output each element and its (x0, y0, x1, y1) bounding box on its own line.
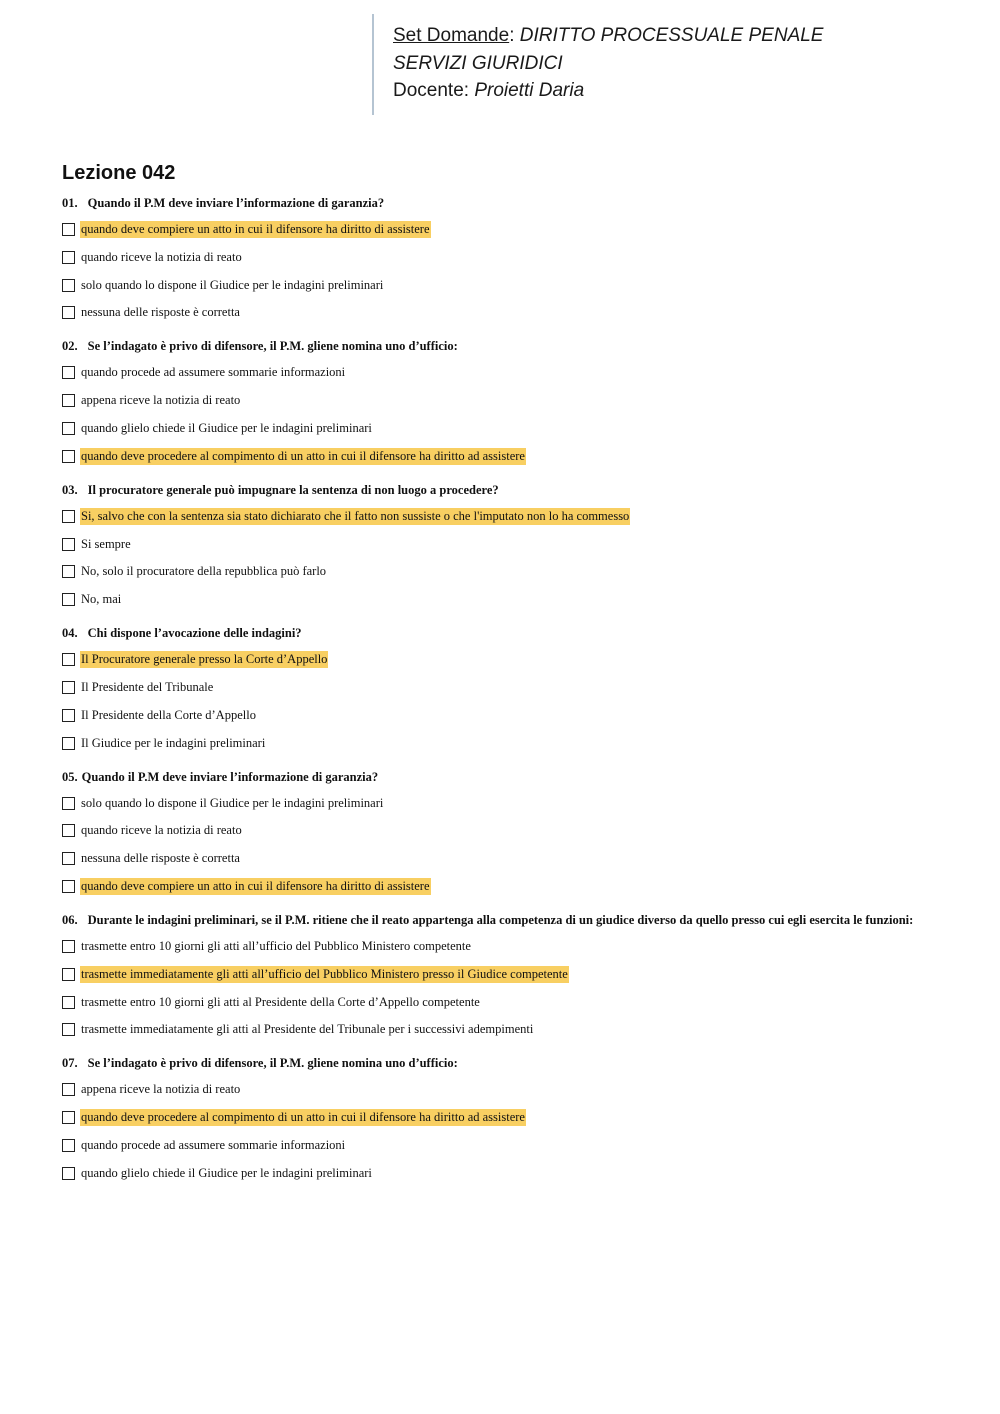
answer-text: quando riceve la notizia di reato (81, 249, 242, 264)
question-list (62, 195, 962, 1199)
answer-text: quando deve compiere un atto in cui il difensore ha diritto di assistere (81, 878, 430, 893)
answer-checkbox[interactable] (62, 279, 75, 292)
answer-text: Il Presidente della Corte d’Appello (81, 707, 256, 722)
answer-checkbox[interactable] (62, 737, 75, 750)
answer-text: nessuna delle risposte è corretta (81, 305, 240, 320)
answer-text: nessuna delle risposte è corretta (81, 851, 240, 866)
answer-option[interactable] (62, 794, 962, 813)
answer-checkbox[interactable] (62, 1139, 75, 1152)
question-block (62, 338, 962, 465)
question-block (62, 1055, 962, 1182)
answer-text: solo quando lo dispone il Giudice per le indagini preliminari (81, 795, 384, 810)
answer-option[interactable] (62, 1136, 962, 1155)
degree-name: SERVIZI GIURIDICI (393, 52, 563, 74)
question-text (62, 1055, 962, 1072)
answer-checkbox[interactable] (62, 1023, 75, 1036)
answer-text: appena riceve la notizia di reato (81, 1082, 241, 1097)
teacher-label: Docente: (393, 80, 470, 101)
answer-text: Il Giudice per le indagini preliminari (81, 735, 266, 750)
answer-text: Si, salvo che con la sentenza sia stato dichiarato che il fatto non sussiste o che l'imputato non lo ha commesso (81, 508, 630, 523)
question-block (62, 912, 962, 1039)
answer-text: trasmette entro 10 giorni gli atti all’ufficio del Pubblico Ministero competente (81, 938, 471, 953)
answer-checkbox[interactable] (62, 251, 75, 264)
answer-text: trasmette immediatamente gli atti all’ufficio del Pubblico Ministero presso il Giudice competente (81, 966, 568, 981)
answer-text: quando riceve la notizia di reato (81, 823, 242, 838)
answer-text: No, mai (81, 592, 122, 607)
answer-text: quando glielo chiede il Giudice per le indagini preliminari (81, 1165, 372, 1180)
answer-option[interactable] (62, 590, 962, 609)
answer-option[interactable] (62, 706, 962, 725)
answer-checkbox[interactable] (62, 450, 75, 463)
question-block (62, 625, 962, 752)
question-block (62, 482, 962, 609)
teacher-name: Proietti Daria (474, 80, 585, 101)
question-block (62, 195, 962, 322)
answer-option[interactable] (62, 303, 962, 322)
answer-text: quando procede ad assumere sommarie informazioni (81, 1137, 346, 1152)
answer-option[interactable] (62, 391, 962, 410)
set-separator: : (509, 25, 515, 46)
answer-checkbox[interactable] (62, 797, 75, 810)
question-number: 01. (62, 196, 78, 210)
answer-option-correct[interactable] (62, 1108, 962, 1127)
answer-checkbox[interactable] (62, 968, 75, 981)
question-block (62, 769, 962, 896)
answer-checkbox[interactable] (62, 996, 75, 1009)
set-label: Set Domande (393, 25, 510, 46)
question-text (62, 912, 962, 929)
question-label: Quando il P.M deve inviare l’informazione di garanzia? (81, 769, 379, 784)
answer-option[interactable] (62, 821, 962, 840)
answer-option-correct[interactable] (62, 877, 962, 896)
teacher-line (393, 77, 932, 105)
document-header (372, 14, 932, 115)
answer-checkbox[interactable] (62, 565, 75, 578)
question-label: Quando il P.M deve inviare l’informazione di garanzia? (87, 196, 385, 210)
question-label: Il procuratore generale può impugnare la sentenza di non luogo a procedere? (87, 482, 499, 497)
answer-text: quando procede ad assumere sommarie informazioni (81, 365, 346, 380)
answer-checkbox[interactable] (62, 593, 75, 606)
answer-checkbox[interactable] (62, 306, 75, 319)
answer-checkbox[interactable] (62, 538, 75, 551)
answer-option[interactable] (62, 734, 962, 753)
answer-option[interactable] (62, 419, 962, 438)
course-line (393, 22, 932, 50)
answer-checkbox[interactable] (62, 880, 75, 893)
question-text (62, 625, 962, 642)
answer-option[interactable] (62, 993, 962, 1012)
answer-option[interactable] (62, 562, 962, 581)
answer-text: solo quando lo dispone il Giudice per le indagini preliminari (81, 277, 384, 292)
answer-option[interactable] (62, 1080, 962, 1099)
answer-checkbox[interactable] (62, 1111, 75, 1124)
answer-text: Il Procuratore generale presso la Corte d’Appello (81, 652, 328, 667)
question-number: 02. (62, 339, 78, 354)
question-number: 03. (62, 482, 78, 497)
answer-checkbox[interactable] (62, 422, 75, 435)
question-text (62, 482, 962, 499)
answer-text: quando glielo chiede il Giudice per le indagini preliminari (81, 420, 372, 435)
answer-checkbox[interactable] (62, 366, 75, 379)
answer-text: quando deve procedere al compimento di un atto in cui il difensore ha diritto ad assistere (81, 1110, 525, 1125)
answer-checkbox[interactable] (62, 940, 75, 953)
answer-checkbox[interactable] (62, 223, 75, 236)
answer-option-correct[interactable] (62, 965, 962, 984)
answer-text: Il Presidente del Tribunale (81, 679, 214, 694)
question-number: 06. (62, 912, 78, 927)
question-number: 04. (62, 626, 78, 641)
question-text (62, 195, 962, 212)
answer-checkbox[interactable] (62, 852, 75, 865)
answer-option[interactable] (62, 937, 962, 956)
lesson-title: Lezione 042 (62, 162, 176, 184)
answer-text: quando deve compiere un atto in cui il difensore ha diritto di assistere (81, 222, 430, 236)
question-text (62, 769, 962, 786)
answer-option[interactable] (62, 276, 962, 295)
answer-option[interactable] (62, 849, 962, 868)
question-number: 07. (62, 1056, 78, 1071)
answer-checkbox[interactable] (62, 510, 75, 523)
question-label: Se l’indagato è privo di difensore, il P.M. gliene nomina uno d’ufficio: (87, 1056, 458, 1071)
answer-checkbox[interactable] (62, 1167, 75, 1180)
answer-option[interactable] (62, 363, 962, 382)
answer-checkbox[interactable] (62, 394, 75, 407)
question-text (62, 338, 962, 355)
answer-text: Si sempre (81, 536, 131, 551)
question-label: Durante le indagini preliminari, se il P.M. ritiene che il reato appartenga alla competenza di un giudice diverso da quello presso cui egli esercita le funzioni: (87, 912, 914, 927)
answer-checkbox[interactable] (62, 653, 75, 666)
answer-text: trasmette entro 10 giorni gli atti al Presidente della Corte d’Appello competente (81, 994, 480, 1009)
answer-option[interactable] (62, 1164, 962, 1183)
answer-checkbox[interactable] (62, 709, 75, 722)
answer-checkbox[interactable] (62, 1083, 75, 1096)
answer-text: quando deve procedere al compimento di un atto in cui il difensore ha diritto ad assistere (81, 448, 525, 463)
answer-option-correct[interactable] (62, 447, 962, 466)
question-number: 05. (62, 769, 78, 784)
answer-option-correct[interactable] (62, 220, 962, 239)
answer-option[interactable] (62, 535, 962, 554)
answer-checkbox[interactable] (62, 824, 75, 837)
degree-line (393, 50, 932, 78)
answer-option-correct[interactable] (62, 650, 962, 669)
answer-text: appena riceve la notizia di reato (81, 393, 241, 408)
answer-checkbox[interactable] (62, 681, 75, 694)
answer-option-correct[interactable] (62, 507, 962, 526)
answer-option[interactable] (62, 1020, 962, 1039)
question-label: Se l’indagato è privo di difensore, il P.M. gliene nomina uno d’ufficio: (87, 339, 458, 354)
course-name: DIRITTO PROCESSUALE PENALE (519, 25, 824, 46)
question-label: Chi dispone l’avocazione delle indagini? (87, 626, 302, 641)
answer-text: trasmette immediatamente gli atti al Presidente del Tribunale per i successivi adempimenti (81, 1022, 534, 1037)
answer-option[interactable] (62, 248, 962, 267)
answer-option[interactable] (62, 678, 962, 697)
answer-text: No, solo il procuratore della repubblica può farlo (81, 564, 327, 579)
